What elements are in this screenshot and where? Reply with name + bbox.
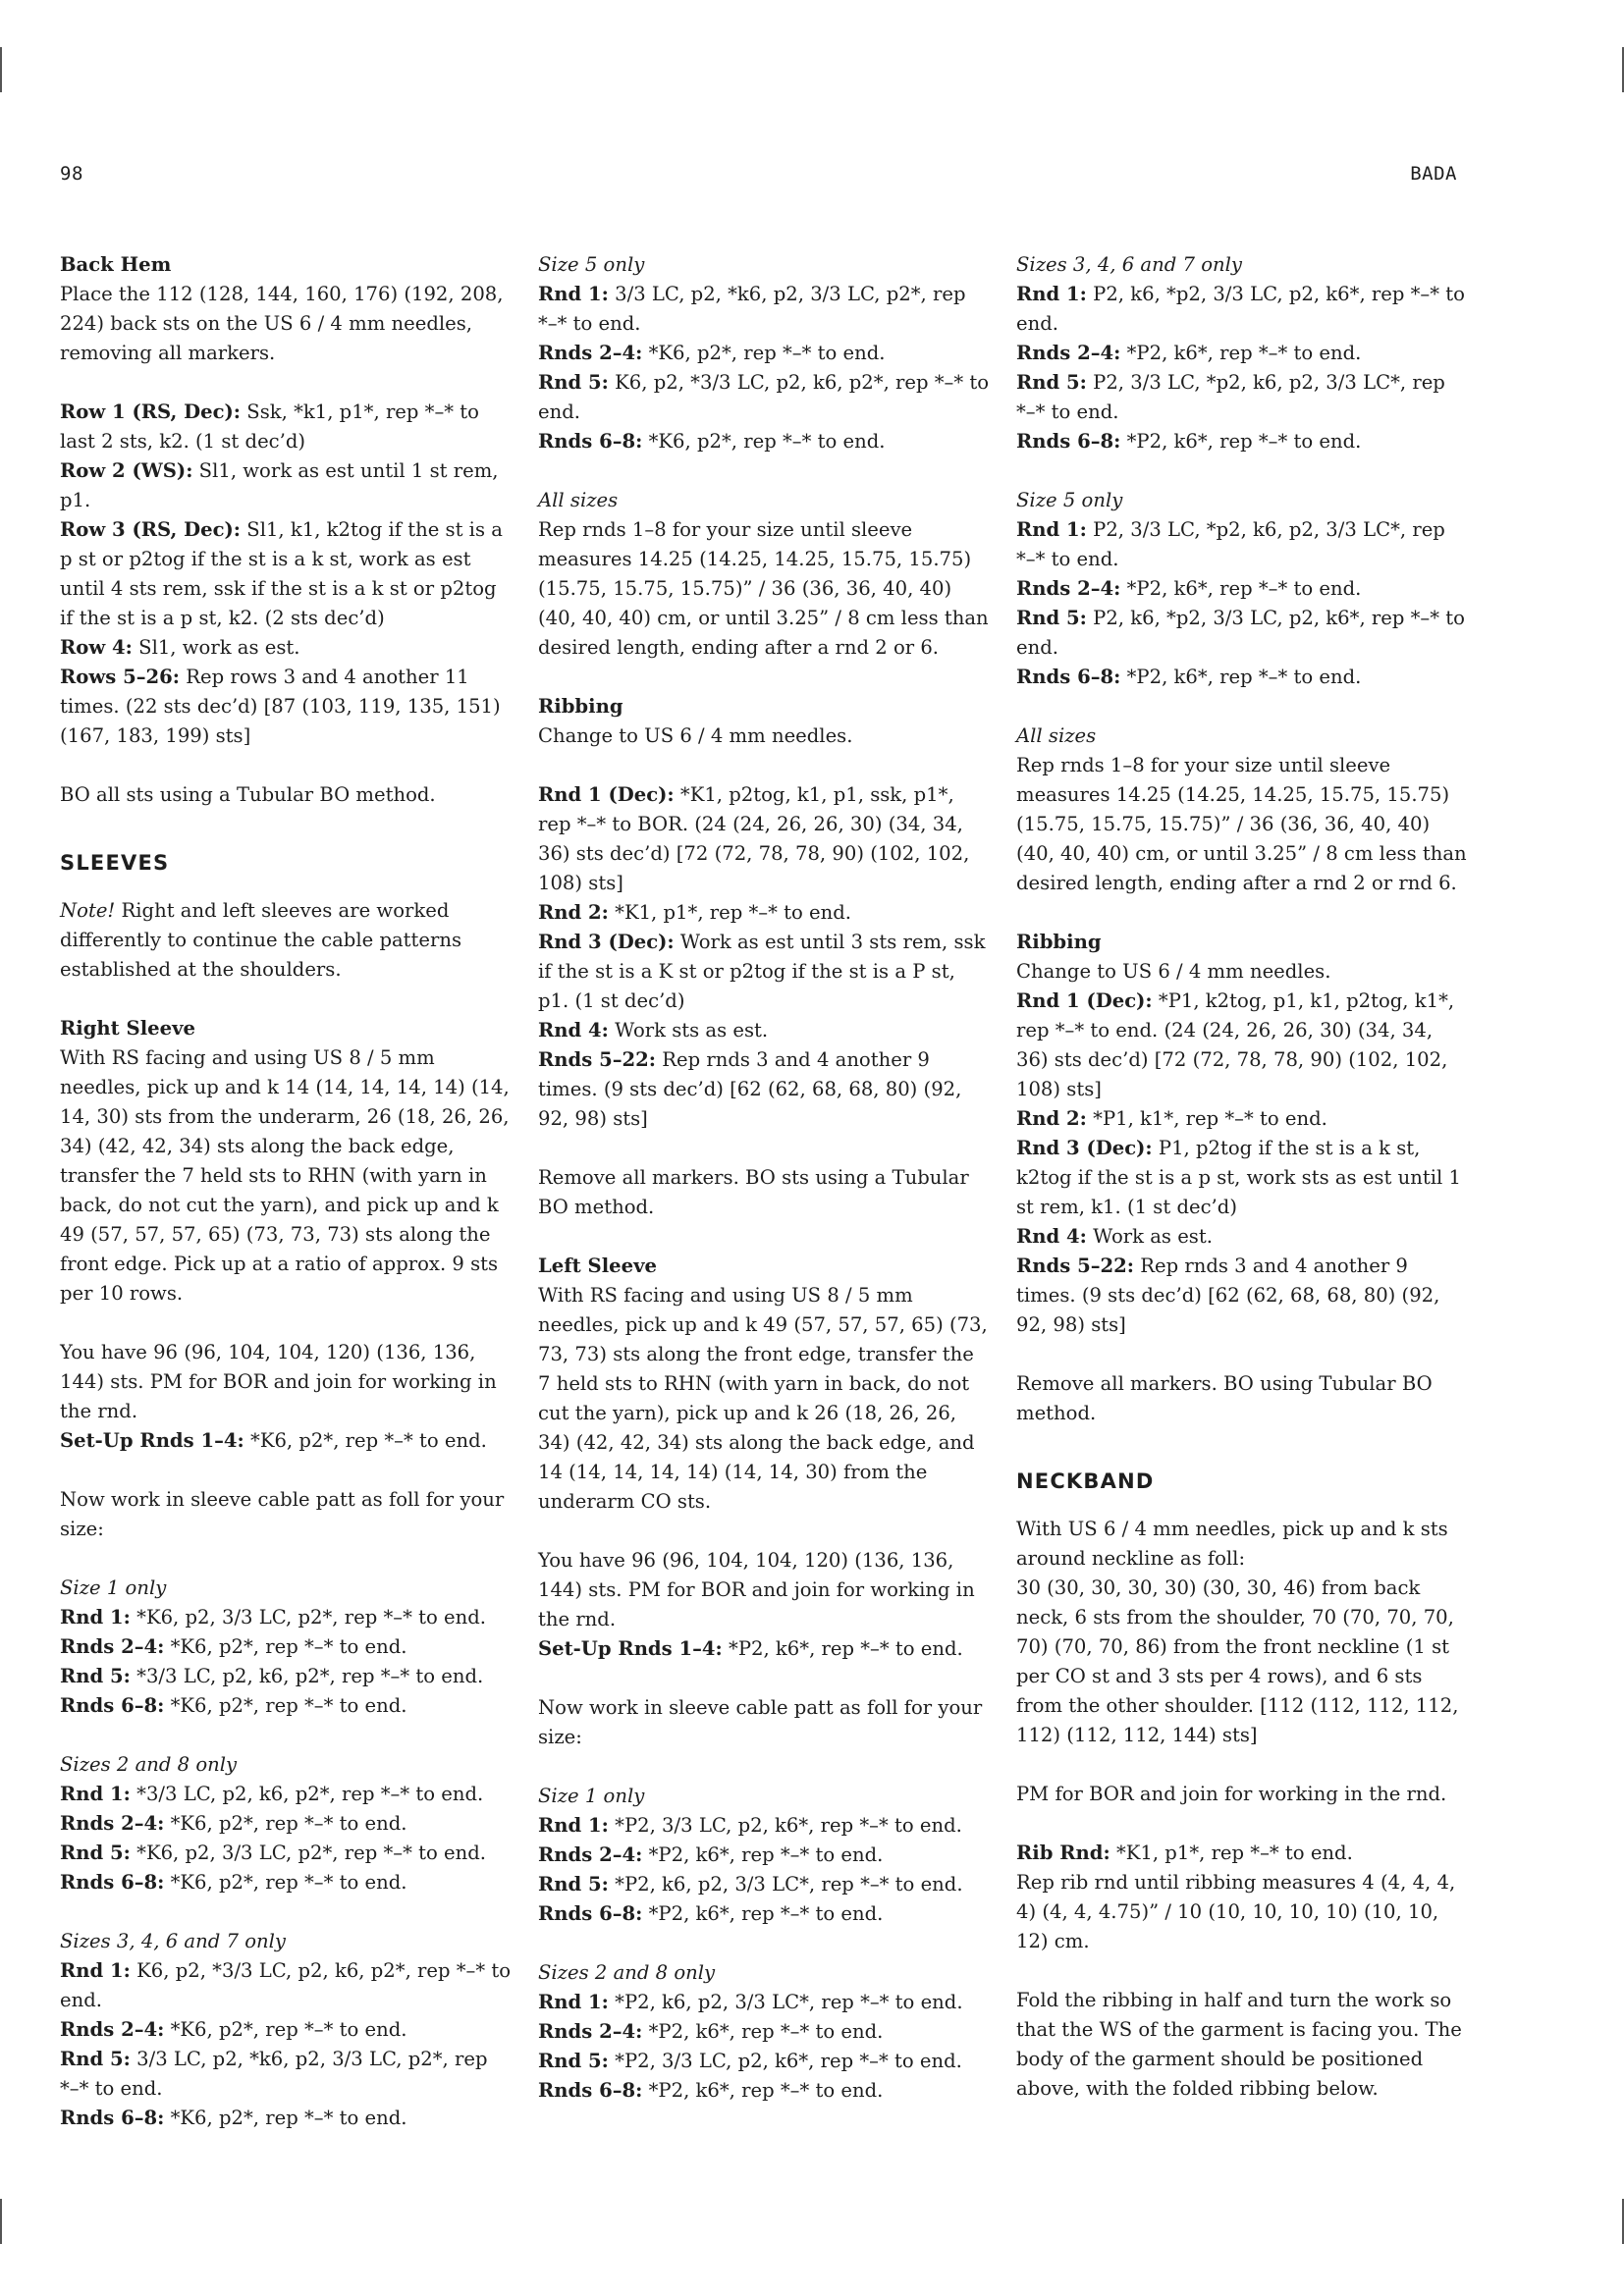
instruction-rnd: Rnds 5–22: Rep rnds 3 and 4 another 9 times. (9 sts dec’d) [62 (62, 68, 68, 80) (92, 92, 98) sts] — [538, 1048, 962, 1130]
all-sizes-heading: All sizes — [538, 489, 619, 511]
left-sleeve-pickup: With RS facing and using US 8 / 5 mm needles, pick up and k 49 (57, 57, 57, 65) (73, 73, 73) sts along the front edge, transfer the 7 held sts to RHN (with yarn in back, do not cut the yarn), pick up and k 26 (18, 26, 26, 34) (42, 42, 34) sts along the back edge, and 14 (14, 14, 14, 14) (14, 14, 30) from the underarm CO sts. — [538, 1284, 988, 1513]
instruction-rnd: Rnd 5: P2, k6, *p2, 3/3 LC, p2, k6*, rep *–* to end. — [1016, 607, 1465, 659]
instruction-rnd: Rnd 2: *P1, k1*, rep *–* to end. — [1016, 1107, 1327, 1130]
instruction-rnd: Rnds 2–4: *P2, k6*, rep *–* to end. — [538, 1843, 884, 1866]
remove-markers-text: Remove all markers. BO using Tubular BO method. — [1016, 1372, 1433, 1424]
instruction-rnd: Rnd 5: P2, 3/3 LC, *p2, k6, p2, 3/3 LC*, rep *–* to end. — [1016, 371, 1445, 423]
instruction-rnd: Rnds 2–4: *K6, p2*, rep *–* to end. — [60, 2018, 407, 2041]
all-sizes-text: Rep rnds 1–8 for your size until sleeve measures 14.25 (14.25, 14.25, 15.75, 15.75) (15.75, 15.75, 15.75)” / 36 (36, 36, 40, 40) (40, 40, 40) cm, or until 3.25” / 8 cm less than desired length, ending after a rnd 2 or rnd 6. — [1016, 754, 1467, 894]
instruction-rnd: Rnd 1: K6, p2, *3/3 LC, p2, k6, p2*, rep *–* to end. — [60, 1959, 512, 2011]
instruction-rnd: Rnd 4: Work as est. — [1016, 1225, 1213, 1248]
instruction-rnd: Rnd 1: 3/3 LC, p2, *k6, p2, 3/3 LC, p2*, rep *–* to end. — [538, 283, 966, 335]
ribbing-heading: Ribbing — [1016, 931, 1102, 953]
instruction-rnd: Rnd 5: *K6, p2, 3/3 LC, p2*, rep *–* to end. — [60, 1842, 486, 1864]
left-sleeve-stitch-count: You have 96 (96, 104, 104, 120) (136, 136, 144) sts. PM for BOR and join for working in the rnd. — [538, 1549, 975, 1630]
instruction-rnd: Rnds 2–4: *K6, p2*, rep *–* to end. — [538, 342, 886, 364]
instruction-rnd: Rnds 2–4: *P2, k6*, rep *–* to end. — [1016, 342, 1362, 364]
instruction-rnd: Rnd 1: *P2, k6, p2, 3/3 LC*, rep *–* to end. — [538, 1991, 963, 2013]
neckband-pickup-detail: 30 (30, 30, 30, 30) (30, 30, 46) from back neck, 6 sts from the shoulder, 70 (70, 70, 70, 70) (70, 70, 86) from the front neckline (1 st per CO st and 3 sts per 4 rows), and 6 sts from the other shoulder. [112 (112, 112, 112, 112) (112, 112, 144) sts] — [1016, 1576, 1459, 1746]
ribbing-needle-change: Change to US 6 / 4 mm needles. — [1016, 960, 1331, 983]
ribbing-heading: Ribbing — [538, 695, 623, 718]
instruction-rnd: Rnds 6–8: *P2, k6*, rep *–* to end. — [538, 1902, 884, 1925]
instruction-rnd: Rnds 2–4: *P2, k6*, rep *–* to end. — [1016, 577, 1362, 600]
neckband-intro: With US 6 / 4 mm needles, pick up and k sts around neckline as foll: — [1016, 1518, 1448, 1570]
instruction-row-3: Row 3 (RS, Dec): Sl1, k1, k2tog if the st is a p st or p2tog if the st is a k st, work as est until 4 sts rem, ssk if the st is a k st or p2tog if the st is a p st, k2. (2 sts dec’d) — [60, 518, 503, 629]
left-sleeve-heading: Left Sleeve — [538, 1255, 657, 1277]
instruction-rnd: Rnd 4: Work sts as est. — [538, 1019, 769, 1041]
instruction-rnd: Rnds 6–8: *K6, p2*, rep *–* to end. — [60, 1871, 407, 1894]
instruction-rnd: Rnd 5: *P2, 3/3 LC, p2, k6*, rep *–* to end. — [538, 2050, 962, 2072]
sleeves-note: Note! Right and left sleeves are worked differently to continue the cable patterns established at the shoulders. — [60, 899, 462, 981]
left-sleeve-setup: Set-Up Rnds 1–4: *P2, k6*, rep *–* to end. — [538, 1637, 963, 1660]
sizes-3-4-6-7-heading: Sizes 3, 4, 6 and 7 only — [1016, 253, 1242, 276]
left-sleeve-cable-intro: Now work in sleeve cable patt as foll for your size: — [538, 1696, 983, 1748]
size-1-heading: Size 1 only — [538, 1785, 645, 1807]
ribbing-needle-change: Change to US 6 / 4 mm needles. — [538, 724, 853, 747]
fold-ribbing-text: Fold the ribbing in half and turn the work so that the WS of the garment is facing you. The body of the garment should be positioned above, with the folded ribbing below. — [1016, 1989, 1462, 2100]
instruction-rnd: Rnds 6–8: *P2, k6*, rep *–* to end. — [538, 2079, 884, 2102]
instruction-rnd: Rnds 5–22: Rep rnds 3 and 4 another 9 times. (9 sts dec’d) [62 (62, 68, 68, 80) (92, 92, 98) sts] — [1016, 1255, 1440, 1336]
back-hem-bind-off: BO all sts using a Tubular BO method. — [60, 783, 436, 806]
column-3 — [1016, 250, 1468, 2104]
instruction-rnd: Rnds 6–8: *K6, p2*, rep *–* to end. — [538, 430, 886, 453]
right-sleeve-pickup: With RS facing and using US 8 / 5 mm needles, pick up and k 14 (14, 14, 14, 14) (14, 14, 30) sts from the underarm, 26 (18, 26, 26, 34) (42, 42, 34) sts along the back edge, transfer the 7 held sts to RHN (with yarn in back, do not cut the yarn), and pick up and k 49 (57, 57, 57, 65) (73, 73, 73) sts along the front edge. Pick up at a ratio of approx. 9 sts per 10 rows. — [60, 1046, 510, 1305]
back-hem-intro: Place the 112 (128, 144, 160, 176) (192, 208, 224) back sts on the US 6 / 4 mm needles, removing all markers. — [60, 283, 504, 364]
instruction-rnd: Rnd 1: P2, k6, *p2, 3/3 LC, p2, k6*, rep *–* to end. — [1016, 283, 1465, 335]
instruction-rnd: Rnd 3 (Dec): P1, p2tog if the st is a k st, k2tog if the st is a p st, work sts as est until 1 st rem, k1. (1 st dec’d) — [1016, 1137, 1461, 1218]
remove-markers-text: Remove all markers. BO sts using a Tubular BO method. — [538, 1166, 969, 1218]
right-sleeve-heading: Right Sleeve — [60, 1017, 195, 1040]
instruction-rnd: Rnd 5: 3/3 LC, p2, *k6, p2, 3/3 LC, p2*, rep *–* to end. — [60, 2048, 488, 2100]
crop-mark-top-left — [0, 47, 2, 92]
right-sleeve-setup: Set-Up Rnds 1–4: *K6, p2*, rep *–* to end. — [60, 1429, 487, 1452]
instruction-rnd: Rnds 6–8: *P2, k6*, rep *–* to end. — [1016, 430, 1362, 453]
instruction-rib-rnd: Rib Rnd: *K1, p1*, rep *–* to end. — [1016, 1842, 1353, 1864]
instruction-rnd: Rnd 1: *K6, p2, 3/3 LC, p2*, rep *–* to end. — [60, 1606, 486, 1629]
instruction-rnd: Rnds 6–8: *P2, k6*, rep *–* to end. — [1016, 666, 1362, 688]
instruction-rnd: Rnds 2–4: *K6, p2*, rep *–* to end. — [60, 1635, 407, 1658]
sizes-2-8-heading: Sizes 2 and 8 only — [538, 1961, 716, 1984]
instruction-rnd: Rnd 1 (Dec): *P1, k2tog, p1, k1, p2tog, k1*, rep *–* to end. (24 (24, 26, 26, 30) (34, 34, 36) sts dec’d) [72 (72, 78, 78, 90) (102, 102, 108) sts] — [1016, 989, 1455, 1100]
instruction-rnd: Rnd 5: *3/3 LC, p2, k6, p2*, rep *–* to end. — [60, 1665, 484, 1687]
instruction-rnd: Rnd 5: *P2, k6, p2, 3/3 LC*, rep *–* to end. — [538, 1873, 963, 1896]
size-5-heading: Size 5 only — [1016, 489, 1123, 511]
instruction-rnd: Rnd 1: *3/3 LC, p2, k6, p2*, rep *–* to end. — [60, 1783, 484, 1805]
size-5-heading: Size 5 only — [538, 253, 645, 276]
sleeves-heading: SLEEVES — [60, 851, 170, 875]
instruction-rnd: Rnd 1: *P2, 3/3 LC, p2, k6*, rep *–* to end. — [538, 1814, 962, 1837]
instruction-rnd: Rnds 6–8: *K6, p2*, rep *–* to end. — [60, 1694, 407, 1717]
instruction-rnd: Rnds 6–8: *K6, p2*, rep *–* to end. — [60, 2107, 407, 2129]
column-2 — [538, 250, 990, 2106]
instruction-rnd: Rnd 3 (Dec): Work as est until 3 sts rem, ssk if the st is a K st or p2tog if the st is a P st, p1. (1 st dec’d) — [538, 931, 986, 1012]
all-sizes-heading: All sizes — [1016, 724, 1097, 747]
instruction-rnd: Rnd 5: K6, p2, *3/3 LC, p2, k6, p2*, rep *–* to end. — [538, 371, 990, 423]
instruction-row-2: Row 2 (WS): Sl1, work as est until 1 st rem, p1. — [60, 459, 499, 511]
rep-rib-text: Rep rib rnd until ribbing measures 4 (4, 4, 4, 4) (4, 4, 4.75)” / 10 (10, 10, 10, 10) (10, 10, 12) cm. — [1016, 1871, 1456, 1952]
back-hem-heading: Back Hem — [60, 253, 172, 276]
instruction-row-1: Row 1 (RS, Dec): Ssk, *k1, p1*, rep *–* to last 2 sts, k2. (1 st dec’d) — [60, 400, 479, 453]
instruction-row-4: Row 4: Sl1, work as est. — [60, 636, 300, 659]
instruction-rnd: Rnd 1 (Dec): *K1, p2tog, k1, p1, ssk, p1*, rep *–* to BOR. (24 (24, 26, 26, 30) (34, 34, 36) sts dec’d) [72 (72, 78, 78, 90) (102, 102, 108) sts] — [538, 783, 970, 894]
page-number: 98 — [60, 163, 83, 185]
right-sleeve-cable-intro: Now work in sleeve cable patt as foll for your size: — [60, 1488, 505, 1540]
instruction-rnd: Rnds 2–4: *P2, k6*, rep *–* to end. — [538, 2020, 884, 2043]
neckband-pm-text: PM for BOR and join for working in the rnd. — [1016, 1783, 1447, 1805]
neckband-heading: NECKBAND — [1016, 1469, 1155, 1493]
instruction-rnd: Rnd 1: P2, 3/3 LC, *p2, k6, p2, 3/3 LC*, rep *–* to end. — [1016, 518, 1445, 570]
crop-mark-bottom-left — [0, 2199, 2, 2244]
running-title: BADA — [1410, 163, 1457, 185]
instruction-rows-5-26: Rows 5–26: Rep rows 3 and 4 another 11 times. (22 sts dec’d) [87 (103, 119, 135, 151) (167, 183, 199) sts] — [60, 666, 501, 747]
right-sleeve-stitch-count: You have 96 (96, 104, 104, 120) (136, 136, 144) sts. PM for BOR and join for working in the rnd. — [60, 1341, 497, 1422]
sizes-2-8-heading: Sizes 2 and 8 only — [60, 1753, 238, 1776]
size-1-heading: Size 1 only — [60, 1576, 167, 1599]
sizes-3-4-6-7-heading: Sizes 3, 4, 6 and 7 only — [60, 1930, 286, 1952]
column-1 — [60, 250, 512, 2133]
all-sizes-text: Rep rnds 1–8 for your size until sleeve measures 14.25 (14.25, 14.25, 15.75, 15.75) (15.75, 15.75, 15.75)” / 36 (36, 36, 40, 40) (40, 40, 40) cm, or until 3.25” / 8 cm less than desired length, ending after a rnd 2 or 6. — [538, 518, 989, 659]
instruction-rnd: Rnds 2–4: *K6, p2*, rep *–* to end. — [60, 1812, 407, 1835]
instruction-rnd: Rnd 2: *K1, p1*, rep *–* to end. — [538, 901, 852, 924]
